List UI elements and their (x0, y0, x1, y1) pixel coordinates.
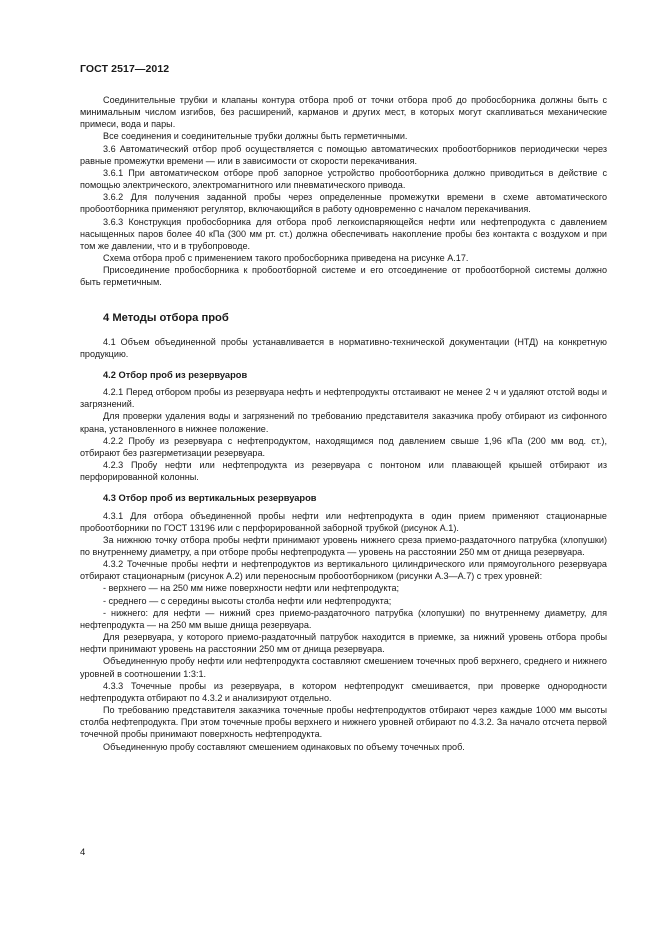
paragraph: Объединенную пробу нефти или нефтепродукта составляют смешением точечных проб верхнего, среднего и нижнего уровней в соотношении 1:3:1. (80, 656, 607, 679)
paragraph: 4.3.1 Для отбора объединенной пробы нефти или нефтепродукта в один прием применяют стационарные пробоотборники по ГОСТ 13196 или с перфорированной заборной трубкой (рисунок А.1). (80, 510, 607, 533)
document-header: ГОСТ 2517—2012 (80, 63, 170, 75)
paragraph: 4.3.3 Точечные пробы из резервуара, в котором нефтепродукт смешивается, при проверке однородности нефтепродукта отбирают по 4.3.2 и анализируют отдельно. (80, 680, 607, 703)
document-body (80, 94, 607, 753)
subsection-heading: 4.3 Отбор проб из вертикальных резервуаров (103, 493, 317, 504)
paragraph: 4.3.2 Точечные пробы нефти и нефтепродуктов из вертикального цилиндрического или прямоугольного резервуара отбирают стационарным (рисунок А.2) или переносным пробоотборником (рисунки А.3—А.7) с трех уровней: (80, 559, 607, 582)
paragraph: Соединительные трубки и клапаны контура отбора проб от точки отбора проб до пробосборника должны быть с минимальным числом изгибов, без расширений, карманов и других мест, в которых могут скапливаться механические примеси, вода и пары. (80, 95, 607, 130)
paragraph: 3.6.1 При автоматическом отборе проб запорное устройство пробоотборника должно приводиться в действие с помощью электрического, электромагнитного или пневматического привода. (80, 167, 607, 191)
paragraph: Присоединение пробосборника к пробоотборной системе и его отсоединение от пробоотборной системы должно быть герметичным. (80, 265, 607, 288)
list-item: - верхнего — на 250 мм ниже поверхности нефти или нефтепродукта; (103, 583, 400, 594)
paragraph: Для проверки удаления воды и загрязнений по требованию представителя заказчика пробу отбирают из сифонного крана, установленного в нижнее положение. (80, 411, 607, 434)
section-heading: 4 Методы отбора проб (103, 311, 229, 324)
page-number: 4 (80, 847, 86, 858)
paragraph: 3.6.3 Конструкция пробосборника для отбора проб легкоиспаряющейся нефти или нефтепродукта с давлением насыщенных паров более 40 кПа (300 мм рт. ст.) должна обеспечивать накопление пробы без контакта с воздухом и при том же давлении, что и в трубопроводе. (80, 216, 607, 251)
paragraph: Схема отбора проб с применением такого пробосборника приведена на рисунке А.17. (103, 253, 469, 264)
list-item: - нижнего: для нефти — нижний срез приемо-раздаточного патрубка (хлопушки) по внутреннему диаметру, для нефтепродукта — на 250 мм выше днища резервуара. (80, 607, 607, 630)
subsection-heading: 4.2 Отбор проб из резервуаров (103, 369, 248, 380)
paragraph: Все соединения и соединительные трубки должны быть герметичными. (103, 131, 408, 142)
paragraph: 4.1 Объем объединенной пробы устанавливается в нормативно-технической документации (НТД) на конкретную продукцию. (80, 336, 607, 359)
paragraph: 4.2.3 Пробу нефти или нефтепродукта из резервуара с понтоном или плавающей крышей отбирают из перфорированной колонны. (80, 460, 607, 483)
paragraph: Объединенную пробу составляют смешением одинаковых по объему точечных проб. (103, 741, 465, 752)
paragraph: По требованию представителя заказчика точечные пробы нефтепродуктов отбирают через каждые 1000 мм высоты столба нефтепродукта. При этом точечные пробы верхнего и нижнего уровней отбирают по 4.3.2. За начало отсчета первой точечной пробы принимают поверхность нефтепродукта. (80, 705, 607, 740)
paragraph: За нижнюю точку отбора пробы нефти принимают уровень нижнего среза приемо-раздаточного патрубка (хлопушки) по внутреннему диаметру, а при отборе пробы нефтепродукта — уровень на расстоянии 250 мм от днища резервуара. (80, 534, 607, 557)
list-item: - среднего — с середины высоты столба нефти или нефтепродукта; (103, 595, 392, 606)
paragraph: 4.2.1 Перед отбором пробы из резервуара нефть и нефтепродукты отстаивают не менее 2 ч и удаляют отстой воды и загрязнений. (80, 387, 607, 410)
paragraph: 3.6.2 Для получения заданной пробы через определенные промежутки времени в схеме автоматического пробоотборника применяют регулятор, включающийся в работу одновременно с началом перекачивания. (80, 192, 607, 215)
paragraph: 3.6 Автоматический отбор проб осуществляется с помощью автоматических пробоотборников периодически через равные промежутки времени — или в зависимости от скорости перекачивания. (80, 143, 607, 166)
paragraph: Для резервуара, у которого приемо-раздаточный патрубок находится в приемке, за нижний уровень отбора пробы нефти принимают уровень на расстоянии 250 мм от днища резервуара. (80, 632, 607, 655)
level-list (80, 582, 607, 631)
paragraph: 4.2.2 Пробу из резервуара с нефтепродуктом, находящимся под давлением свыше 1,96 кПа (200 мм вод. ст.), отбирают без разгерметизации резервуара. (80, 435, 607, 458)
